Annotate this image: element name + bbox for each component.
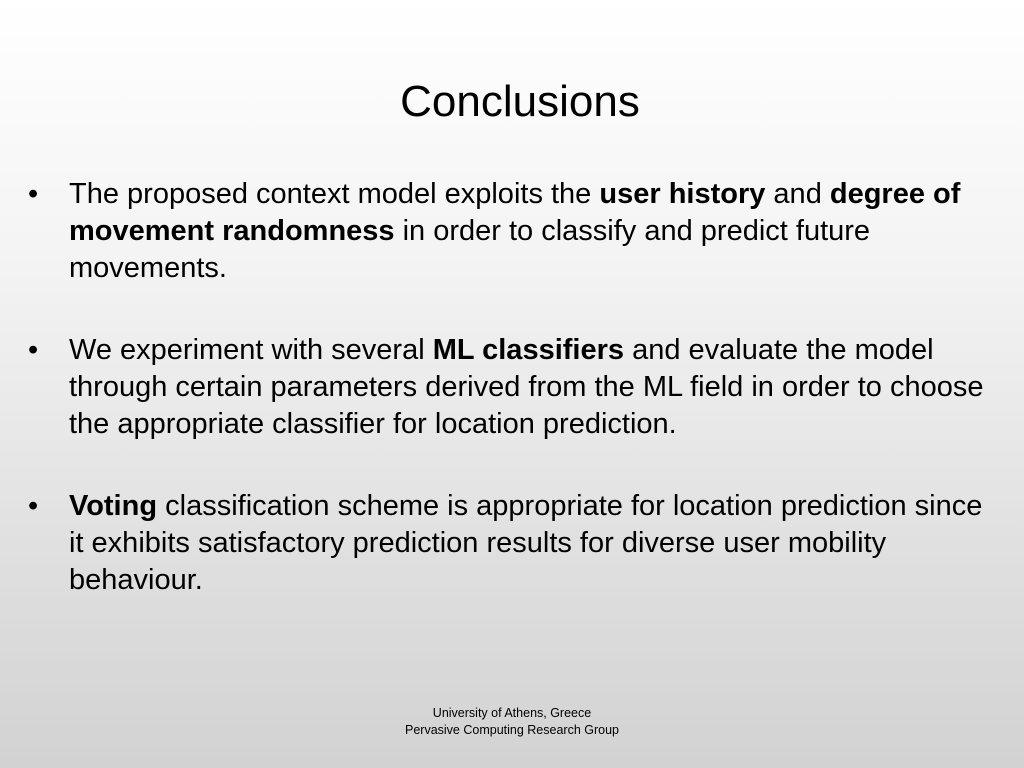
bullet-text <box>69 490 982 596</box>
bullet-text <box>69 178 960 284</box>
bullet-item <box>28 332 998 443</box>
bullet-marker: • <box>28 334 39 366</box>
bullet-text-emphasis: Voting <box>69 490 158 522</box>
slide-title: Conclusions <box>400 77 640 126</box>
bullet-text-emphasis: degree of movement randomness <box>69 178 961 247</box>
slide-footer <box>0 705 1024 739</box>
bullet-text <box>69 334 984 440</box>
footer-group: Pervasive Computing Research Group <box>405 723 619 737</box>
bullet-marker: • <box>28 178 39 210</box>
footer-institution: University of Athens, Greece <box>432 706 592 720</box>
bullet-text-emphasis: user history <box>599 178 766 210</box>
bullet-item <box>28 488 998 599</box>
bullet-list <box>28 176 998 644</box>
bullet-text-segment: We experiment with several <box>69 334 433 366</box>
bullet-text-segment: The proposed context model exploits the <box>69 178 600 210</box>
bullet-text-segment: and <box>765 178 830 210</box>
bullet-marker: • <box>28 490 39 522</box>
bullet-item <box>28 176 998 287</box>
bullet-text-segment: classification scheme is appropriate for location prediction since it exhibits satisfactory prediction results for diverse user mobility behaviour. <box>69 490 983 596</box>
bullet-text-segment: and evaluate the model through certain parameters derived from the ML field in order to choose the appropriate classifier for location prediction. <box>69 334 984 440</box>
bullet-text-emphasis: ML classifiers <box>432 334 625 366</box>
bullet-text-segment: in order to classify and predict future movements. <box>69 215 871 284</box>
